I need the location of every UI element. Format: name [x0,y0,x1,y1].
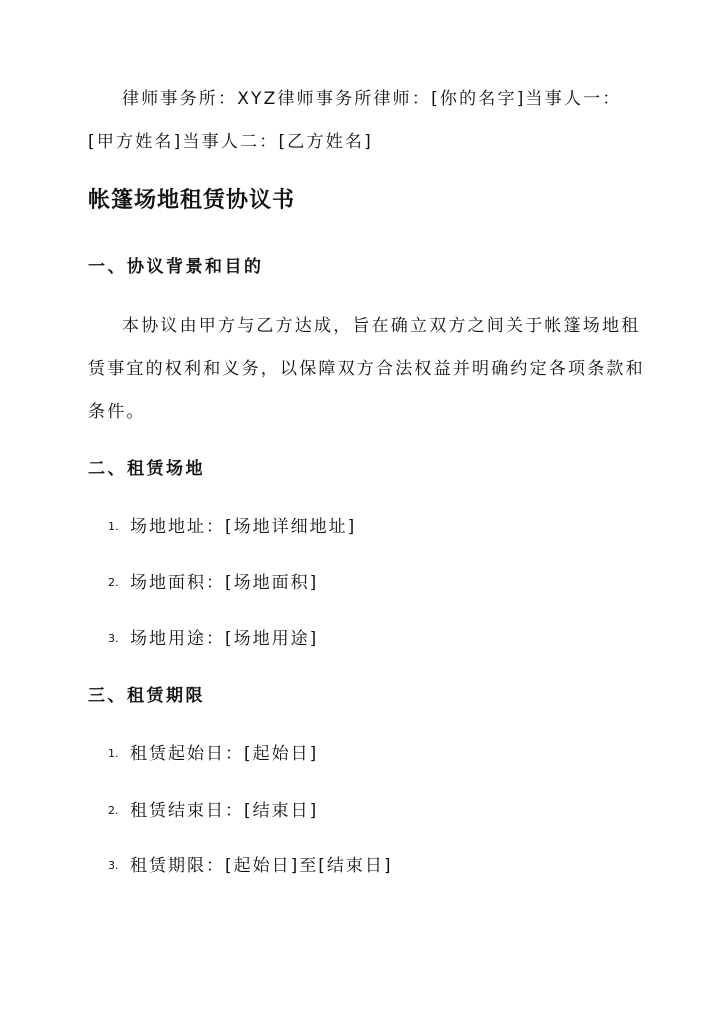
list-item-text: 租赁结束日：[结束日] [130,801,319,821]
list-item-text: 租赁期限：[起始日]至[结束日] [130,856,393,876]
paragraph-line-3: 条件。 [88,402,146,422]
list-item [108,746,318,763]
list-item [108,858,393,875]
list-item [108,519,356,536]
list-number: 2. [108,576,119,589]
document-title: 帐篷场地租赁协议书 [88,188,296,213]
list-item-text: 场地面积：[场地面积] [130,573,319,593]
section-heading-background: 一、协议背景和目的 [88,257,264,277]
list-number: 2. [108,804,119,817]
list-item [108,803,318,820]
header-line-1: 律师事务所：XYZ律师事务所律师：[你的名字]当事人一： [122,89,622,109]
section-heading-venue: 二、租赁场地 [88,459,205,479]
paragraph-line-2: 赁事宜的权利和义务，以保障双方合法权益并明确约定各项条款和 [88,359,645,379]
list-number: 3. [108,859,119,872]
paragraph-line-1: 本协议由甲方与乙方达成，旨在确立双方之间关于帐篷场地租 [122,316,641,336]
section-heading-term: 三、租赁期限 [88,686,205,706]
list-item-text: 场地用途：[场地用途] [130,629,319,649]
list-item [108,575,318,592]
list-number: 3. [108,632,119,645]
list-item [108,631,318,648]
list-item-text: 租赁起始日：[起始日] [130,744,319,764]
list-number: 1. [108,520,119,533]
header-line-2: [甲方姓名]当事人二：[乙方姓名] [88,132,373,152]
list-item-text: 场地地址：[场地详细地址] [130,517,357,537]
list-number: 1. [108,747,119,760]
